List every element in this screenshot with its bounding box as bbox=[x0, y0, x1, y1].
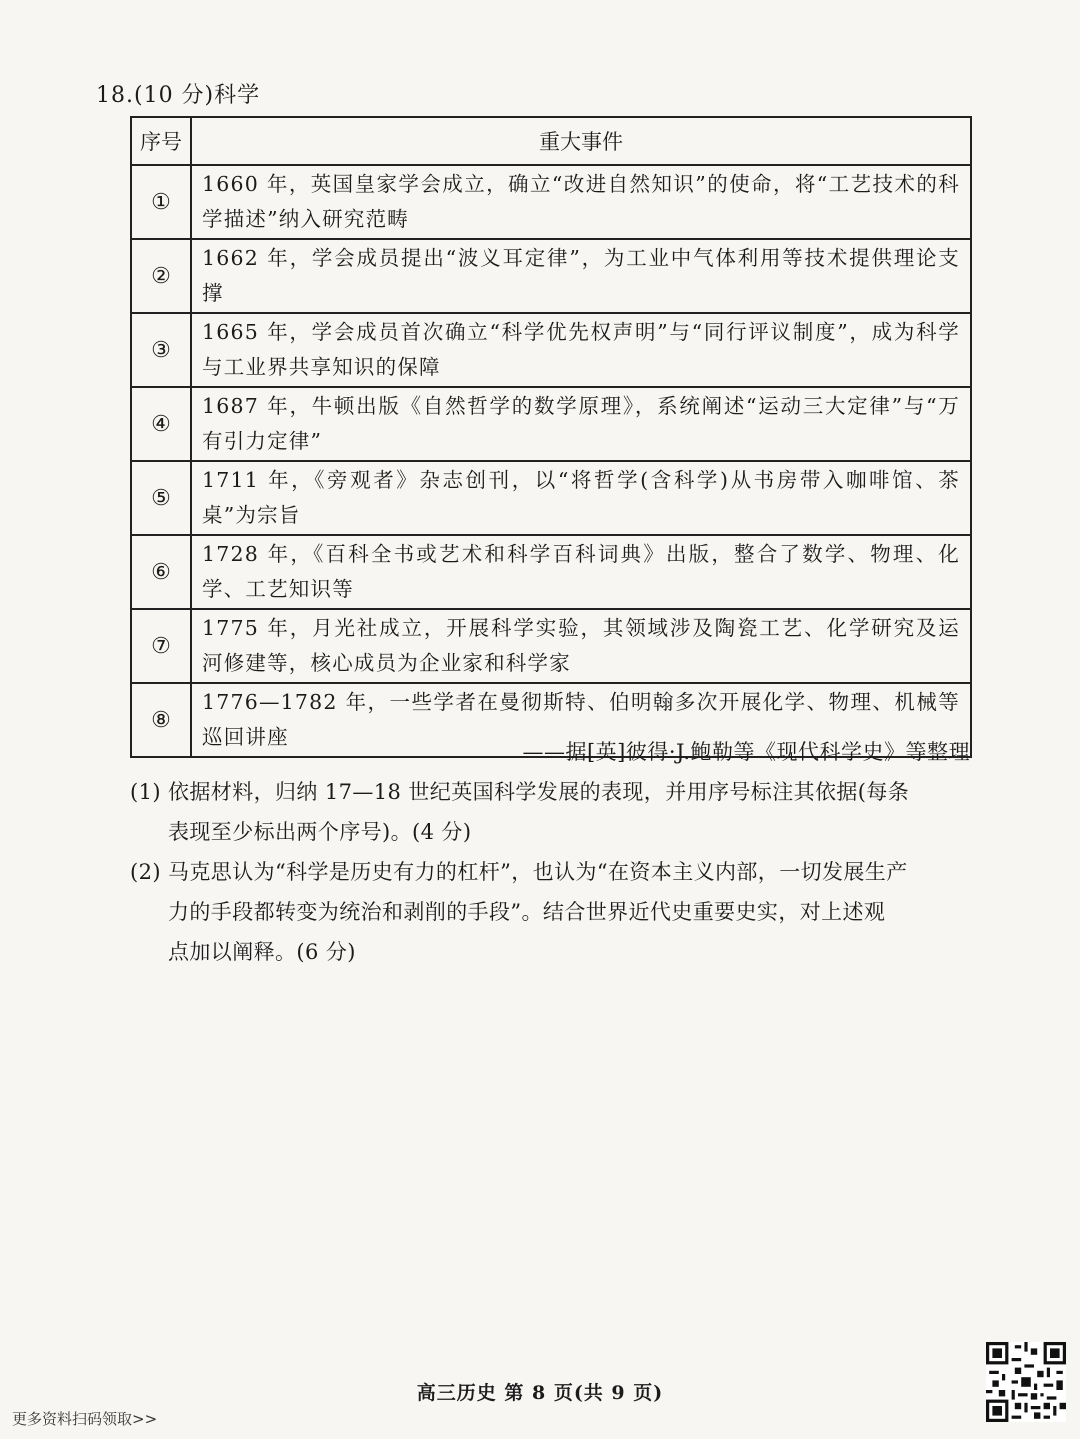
row-number: ④ bbox=[131, 387, 191, 461]
row-event-text: 1775 年，月光社成立，开展科学实验，其领域涉及陶瓷工艺、化学研究及运河修建等，核心成员为企业家和科学家 bbox=[191, 609, 971, 683]
subquestion-label: (1) bbox=[130, 780, 161, 804]
row-event-text: 1662 年，学会成员提出“波义耳定律”，为工业中气体利用等技术提供理论支撑 bbox=[191, 239, 971, 313]
row-number: ⑥ bbox=[131, 535, 191, 609]
row-number: ⑦ bbox=[131, 609, 191, 683]
table-row bbox=[131, 535, 971, 609]
subquestion-2 bbox=[130, 852, 972, 972]
subquestion-label: (2) bbox=[130, 860, 161, 884]
table-header-row bbox=[131, 117, 971, 165]
subquestion-text: 力的手段都转变为统治和剥削的手段”。结合世界近代史重要史实，对上述观 bbox=[168, 900, 886, 924]
header-index: 序号 bbox=[131, 117, 191, 165]
promo-link[interactable]: 更多资料扫码领取>> bbox=[12, 1410, 158, 1428]
question-title: 18.(10 分)科学 bbox=[96, 83, 261, 108]
source-citation: ——据[英]彼得·J.鲍勒等《现代科学史》等整理 bbox=[522, 740, 970, 764]
subquestion-text: 表现至少标出两个序号)。(4 分) bbox=[168, 820, 472, 844]
row-number: ③ bbox=[131, 313, 191, 387]
row-event-text: 1711 年，《旁观者》杂志创刊，以“将哲学(含科学)从书房带入咖啡馆、茶桌”为宗旨 bbox=[191, 461, 971, 535]
row-event-text: 1776—1782 年，一些学者在曼彻斯特、伯明翰多次开展化学、物理、机械等巡回讲座 bbox=[191, 683, 971, 757]
row-event-text: 1687 年，牛顿出版《自然哲学的数学原理》，系统阐述“运动三大定律”与“万有引力定律” bbox=[191, 387, 971, 461]
subquestion-text: 点加以阐释。(6 分) bbox=[168, 940, 356, 964]
page-footer: 高三历史 第 8 页(共 9 页) bbox=[416, 1382, 664, 1404]
subquestion-1 bbox=[130, 772, 972, 852]
row-number: ② bbox=[131, 239, 191, 313]
table-row bbox=[131, 239, 971, 313]
subquestion-text: 依据材料，归纳 17—18 世纪英国科学发展的表现，并用序号标注其依据(每条 bbox=[168, 780, 910, 804]
row-event-text: 1660 年，英国皇家学会成立，确立“改进自然知识”的使命，将“工艺技术的科学描述”纳入研究范畴 bbox=[191, 165, 971, 239]
row-event-text: 1665 年，学会成员首次确立“科学优先权声明”与“同行评议制度”，成为科学与工业界共享知识的保障 bbox=[191, 313, 971, 387]
table-row bbox=[131, 387, 971, 461]
table-row bbox=[131, 313, 971, 387]
row-number: ⑤ bbox=[131, 461, 191, 535]
qr-code-icon[interactable] bbox=[986, 1342, 1066, 1422]
events-table bbox=[130, 116, 972, 758]
row-event-text: 1728 年，《百科全书或艺术和科学百科词典》出版，整合了数学、物理、化学、工艺知识等 bbox=[191, 535, 971, 609]
table-row bbox=[131, 165, 971, 239]
subquestion-text: 马克思认为“科学是历史有力的杠杆”，也认为“在资本主义内部，一切发展生产 bbox=[168, 860, 908, 884]
table-row bbox=[131, 609, 971, 683]
row-number: ① bbox=[131, 165, 191, 239]
table-row bbox=[131, 461, 971, 535]
row-number: ⑧ bbox=[131, 683, 191, 757]
header-event: 重大事件 bbox=[191, 117, 971, 165]
